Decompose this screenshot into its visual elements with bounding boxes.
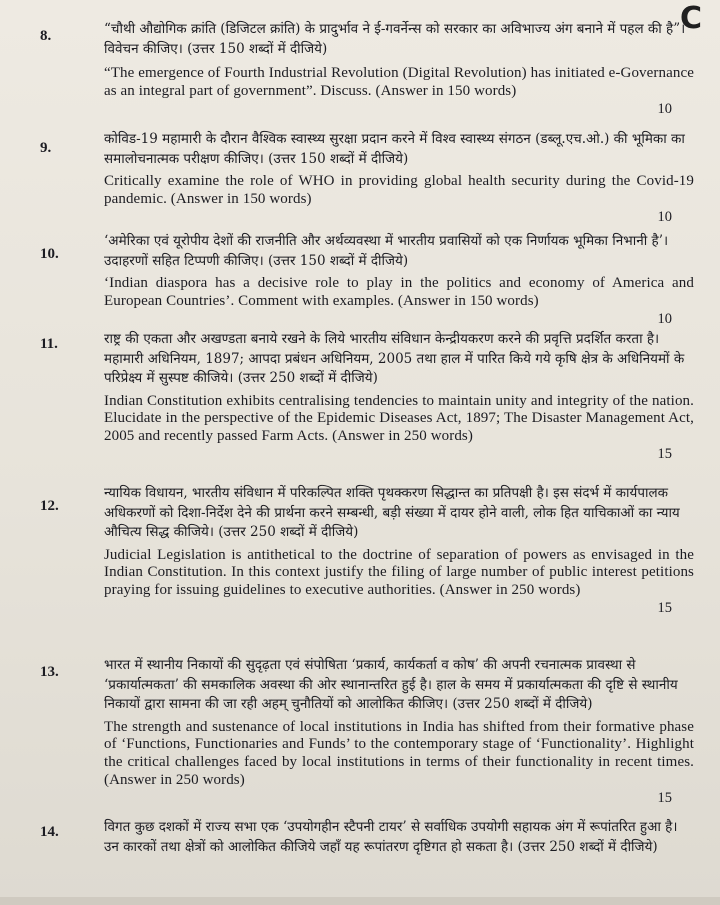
question-text-hindi: राष्ट्र की एकता और अखण्डता बनाये रखने के लिये भारतीय संविधान केन्द्रीयकरण करने की प्रवृत्ति प्रदर्शित करता है। महामारी अधिनियम, 1897; आपदा प्रबंधन अधिनियम, 2005 तथा हाल में पारित किये गये कृषि क्षेत्र के अधिनियमों के परिप्रेक्ष्य में सुस्पष्ट कीजिये। (उत्तर 250 शब्दों में दीजिये)	[104, 331, 685, 386]
question-text-english: Indian Constitution exhibits centralising tendencies to maintain unity and integrity of the nation. Elucidate in the perspective of the Epidemic Diseases Act, 1897; The Disaster Management Act, 2005 and recently passed Farm Acts. (Answer in 250 words)	[104, 392, 694, 445]
question-marks: 10	[657, 310, 672, 327]
question-marks: 15	[657, 789, 672, 806]
question-text-hindi: न्यायिक विधायन, भारतीय संविधान में परिकल्पित शक्ति पृथक्करण सिद्धान्त का प्रतिपक्षी है। इस संदर्भ में कार्यपालक अधिकरणों को दिशा-निर्देश देने की प्रार्थना करने सम्बन्धी, बड़ी संख्या में दायर होने वाली, लोक हित याचिकाओं का न्याय औचित्य सिद्ध कीजिये। (उत्तर 250 शब्दों में दीजिये)	[104, 485, 680, 540]
question-text-english: Judicial Legislation is antithetical to the doctrine of separation of powers as envisaged in the Indian Constitution. In this context justify the filing of large number of public interest petitions praying for issuing guidelines to executive authorities. (Answer in 250 words)	[104, 546, 694, 599]
page-bottom-edge	[0, 897, 720, 905]
question-marks: 15	[657, 599, 672, 616]
question-number: 8.	[40, 28, 52, 44]
question-text-hindi: ‘अमेरिका एवं यूरोपीय देशों की राजनीति और अर्थव्यवस्था में भारतीय प्रवासियों को एक निर्णायक भूमिका निभानी है’। उदाहरणों सहित टिप्पणी कीजिए। (उत्तर 150 शब्दों में दीजिये)	[104, 233, 669, 269]
question-text-hindi: “चौथी औद्योगिक क्रांति (डिजिटल क्रांति) के प्रादुर्भाव ने ई-गवर्नेन्स को सरकार का अविभाज्य अंग बनाने में पहल की है”। विवेचन कीजिए। (उत्तर 150 शब्दों में दीजिये)	[104, 21, 686, 57]
question-number: 9.	[40, 140, 52, 156]
question-text-hindi: भारत में स्थानीय निकायों की सुदृढ़ता एवं संपोषिता ‘प्रकार्य, कार्यकर्ता व कोष’ की अपनी रचनात्मक प्रावस्था से ‘प्रकार्यात्मकता’ की समकालिक अवस्था की ओर स्थानान्तरित हुई है। हाल के समय में प्रकार्यात्मकता की दृष्टि से स्थानीय निकायों द्वारा सामना की जा रही अहम् चुनौतियों को आलोकित कीजिए। (उत्तर 250 शब्दों में दीजिये)	[104, 657, 678, 712]
question-number: 10.	[40, 246, 59, 262]
question-number: 14.	[40, 824, 59, 840]
question-marks: 10	[657, 208, 672, 225]
question-marks: 15	[657, 445, 672, 462]
question-number: 11.	[40, 336, 58, 352]
question-text-english: “The emergence of Fourth Industrial Revolution (Digital Revolution) has initiated e-Governance as an integral part of government”. Discuss. (Answer in 150 words)	[104, 65, 694, 99]
question-text-english: ‘Indian diaspora has a decisive role to play in the politics and economy of America and European Countries’. Comment with examples. (Answer in 150 words)	[104, 275, 694, 309]
question-number: 12.	[40, 498, 59, 514]
question-marks: 10	[657, 100, 672, 117]
question-number: 13.	[40, 664, 59, 680]
scanner-c-icon: C	[680, 1, 703, 36]
question-text-english: Critically examine the role of WHO in providing global health security during the Covid-19 pandemic. (Answer in 150 words)	[104, 173, 694, 207]
question-text-english: The strength and sustenance of local institutions in India has shifted from their formative phase of ‘Functions, Functionaries and Funds’ to the contemporary stage of ‘Functionality’. Highlight the critical challenges faced by local institutions in terms of their functionality in recent times. (Answer in 250 words)	[104, 718, 694, 788]
question-text-hindi: विगत कुछ दशकों में राज्य सभा एक ‘उपयोगहीन स्टैपनी टायर’ से सर्वाधिक उपयोगी सहायक अंग में रूपांतरित हुआ है। उन कारकों तथा क्षेत्रों को आलोकित कीजिये जहाँ यह रूपांतरण दृष्टिगत हो सकता है। (उत्तर 250 शब्दों में दीजिये)	[104, 819, 678, 855]
question-text-hindi: कोविड-19 महामारी के दौरान वैश्विक स्वास्थ्य सुरक्षा प्रदान करने में विश्व स्वास्थ्य संगठन (डब्लू.एच.ओ.) की भूमिका का समालोचनात्मक परीक्षण कीजिए। (उत्तर 150 शब्दों में दीजिये)	[104, 131, 685, 167]
